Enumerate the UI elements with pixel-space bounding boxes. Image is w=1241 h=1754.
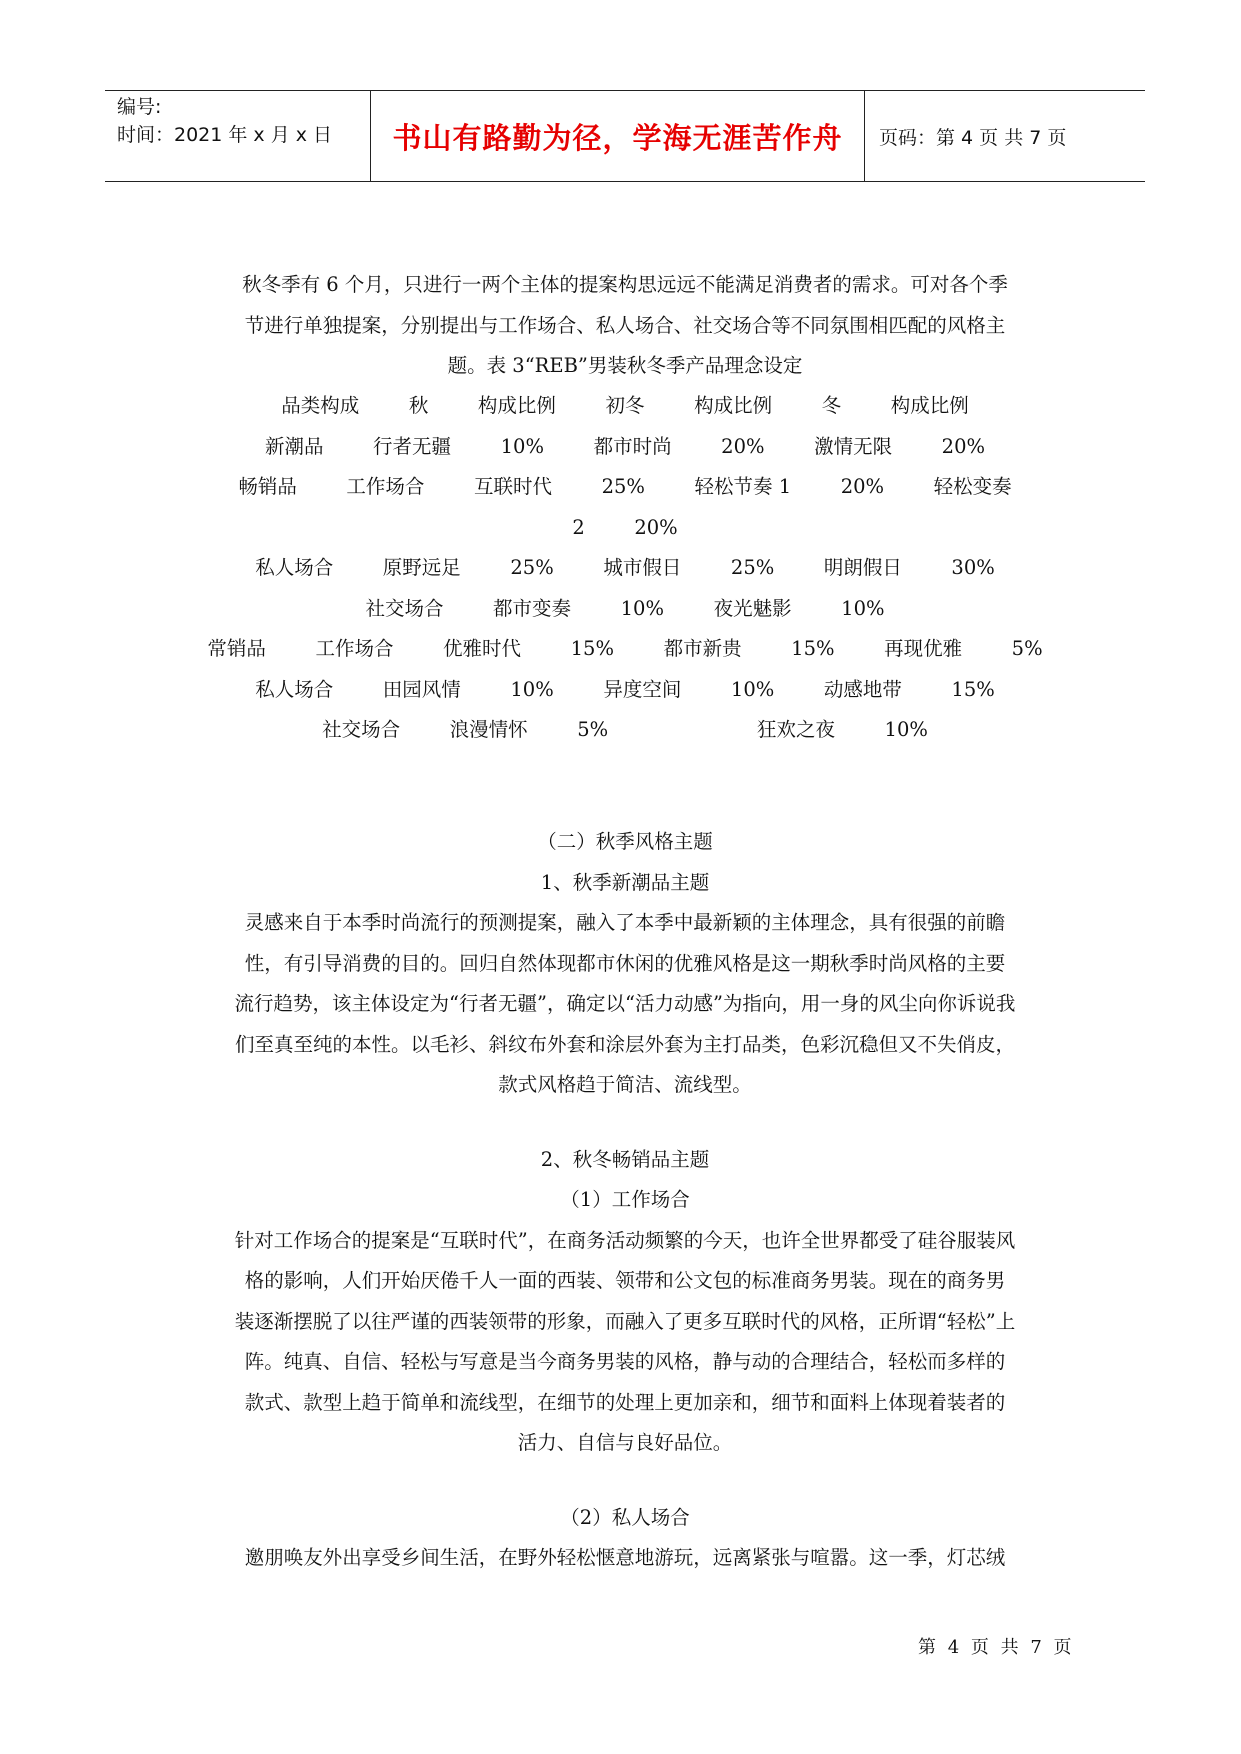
paragraph-line: 款式、款型上趋于简单和流线型，在细节的处理上更加亲和，细节和面料上体现着装者的 bbox=[244, 1390, 1006, 1414]
intro-line: 秋冬季有 6 个月，只进行一两个主体的提案构思远远不能满足消费者的需求。可对各个季 bbox=[242, 273, 1008, 296]
paragraph-line: 们至真至纯的本性。以毛衫、斜纹布外套和涂层外套为主打品类，色彩沉稳但又不失俏皮， bbox=[234, 1032, 1015, 1056]
table-row: 常销品 工作场合 优雅时代 15% 都市新贵 15% 再现优雅 5% bbox=[207, 637, 1043, 660]
table-row: 新潮品 行者无疆 10% 都市时尚 20% 激情无限 20% bbox=[264, 434, 986, 458]
paragraph-line: 装逐渐摆脱了以往严谨的西装领带的形象，而融入了更多互联时代的风格，正所谓“轻松”上 bbox=[234, 1309, 1016, 1333]
paragraph-line: 邀朋唤友外出享受乡间生活，在野外轻松惬意地游玩，远离紧张与喧嚣。这一季，灯芯绒 bbox=[244, 1546, 1006, 1569]
table-row: 2 20% bbox=[572, 515, 678, 539]
subsection-heading: 2、秋冬畅销品主题 bbox=[540, 1147, 710, 1171]
intro-line: 题。表 3“REB”男装秋冬季产品理念设定 bbox=[447, 354, 803, 377]
page-footer: 第 4 页 共 7 页 bbox=[918, 1637, 1075, 1658]
subsection-heading: （2）私人场合 bbox=[560, 1505, 690, 1529]
table-row: 品类构成 秋 构成比例 初冬 构成比例 冬 构成比例 bbox=[281, 394, 969, 417]
table-row: 社交场合 浪漫情怀 5% 狂欢之夜 10% bbox=[322, 718, 928, 741]
header-meta bbox=[105, 91, 370, 181]
table-row: 社交场合 都市变奏 10% 夜光魅影 10% bbox=[365, 596, 885, 620]
time-label: 时间：2021 年 x 月 x 日 bbox=[117, 124, 333, 146]
header-page-label: 页码：第 4 页 共 7 页 bbox=[879, 126, 1067, 149]
intro-line: 节进行单独提案，分别提出与工作场合、私人场合、社交场合等不同氛围相匹配的风格主 bbox=[244, 313, 1006, 337]
number-label: 编号: bbox=[117, 96, 162, 118]
paragraph-line: 针对工作场合的提案是“互联时代”，在商务活动频繁的今天，也许全世界都受了硅谷服装风 bbox=[234, 1228, 1016, 1252]
paragraph-line: 流行趋势，该主体设定为“行者无疆”，确定以“活力动感”为指向，用一身的风尘向你诉说我 bbox=[234, 992, 1016, 1015]
section-heading: （二）秋季风格主题 bbox=[537, 830, 713, 853]
paragraph-line: 阵。纯真、自信、轻松与写意是当今商务男装的风格，静与动的合理结合，轻松而多样的 bbox=[244, 1350, 1006, 1373]
paragraph-line: 灵感来自于本季时尚流行的预测提案，融入了本季中最新颖的主体理念，具有很强的前瞻 bbox=[244, 911, 1006, 934]
page-header bbox=[105, 90, 1145, 182]
paragraph-line: 性，有引导消费的目的。回归自然体现都市休闲的优雅风格是这一期秋季时尚风格的主要 bbox=[244, 951, 1006, 975]
section-2 bbox=[185, 822, 1065, 1579]
paragraph-line: 活力、自信与良好品位。 bbox=[517, 1431, 733, 1454]
table-row: 畅销品 工作场合 互联时代 25% 轻松节奏 1 20% 轻松变奏 bbox=[238, 475, 1012, 498]
intro-paragraph bbox=[185, 265, 1065, 387]
subsection-heading: （1）工作场合 bbox=[560, 1188, 690, 1211]
product-concept-table bbox=[185, 386, 1065, 751]
paragraph-line: 格的影响，人们开始厌倦千人一面的西装、领带和公文包的标准商务男装。现在的商务男 bbox=[244, 1269, 1006, 1292]
table-row: 私人场合 原野远足 25% 城市假日 25% 明朗假日 30% bbox=[255, 556, 995, 579]
paragraph-line: 款式风格趋于简洁、流线型。 bbox=[498, 1073, 752, 1096]
table-row: 私人场合 田园风情 10% 异度空间 10% 动感地带 15% bbox=[255, 677, 995, 701]
subsection-heading: 1、秋季新潮品主题 bbox=[540, 870, 710, 894]
header-motto: 书山有路勤为径，学海无涯苦作舟 bbox=[370, 91, 865, 181]
